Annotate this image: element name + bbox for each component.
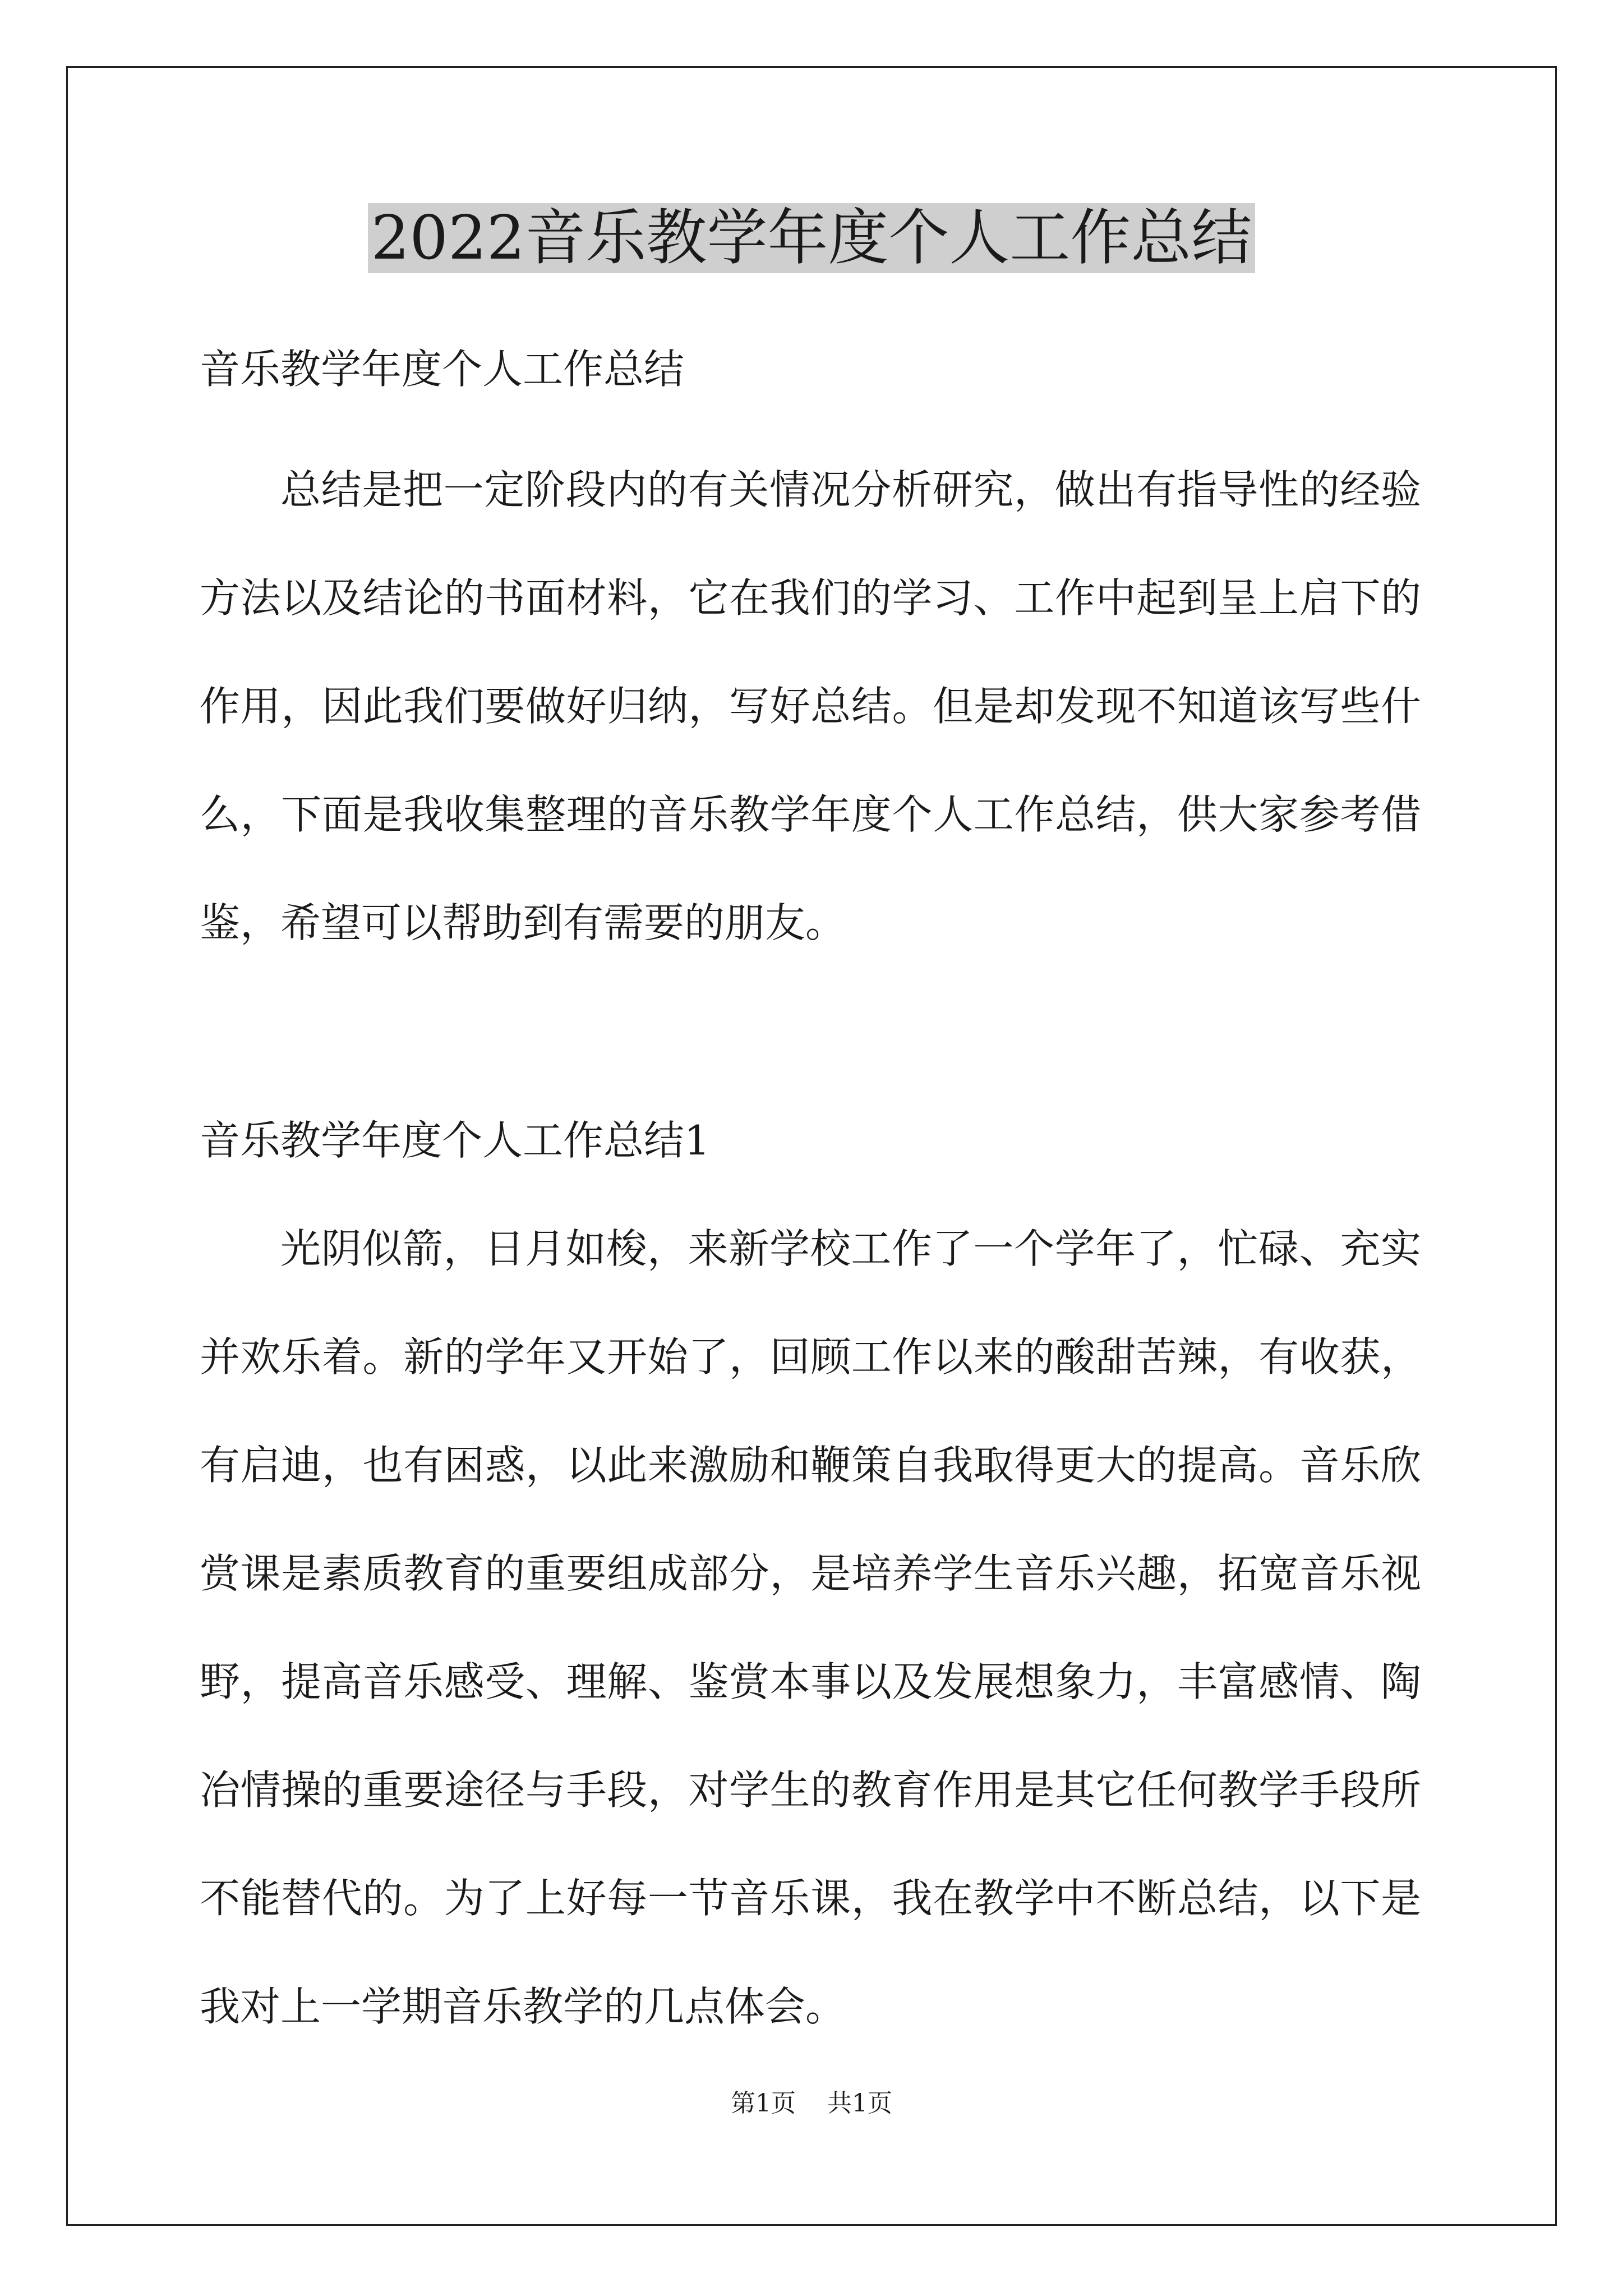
- document-title: [0, 199, 1623, 278]
- section-1-paragraph-line: 野，提高音乐感受、理解、鉴赏本事以及发展想象力，丰富感情、陶: [200, 1658, 1421, 1705]
- section-1-paragraph-line: 赏课是素质教育的重要组成部分，是培养学生音乐兴趣，拓宽音乐视: [200, 1550, 1421, 1597]
- page-footer: [0, 2087, 1623, 2120]
- section-1-paragraph-line: 冶情操的重要途径与手段，对学生的教育作用是其它任何教学手段所: [200, 1766, 1421, 1814]
- section-1-paragraph-line: 有启迪，也有困惑，以此来激励和鞭策自我取得更大的提高。音乐欣: [200, 1442, 1421, 1489]
- intro-paragraph-line: 方法以及结论的书面材料，它在我们的学习、工作中起到呈上启下的: [200, 574, 1421, 622]
- intro-paragraph-line: 鉴，希望可以帮助到有需要的朋友。: [200, 899, 846, 946]
- intro-heading: 音乐教学年度个人工作总结: [200, 346, 685, 393]
- section-1-paragraph-line: 我对上一学期音乐教学的几点体会。: [200, 1983, 846, 2030]
- page-number-total: 共1页: [827, 2089, 892, 2118]
- section-1-paragraph-line: 并欢乐着。新的学年又开始了，回顾工作以来的酸甜苦辣，有收获，: [200, 1333, 1421, 1381]
- intro-paragraph-line: 作用，因此我们要做好归纳，写好总结。但是却发现不知道该写些什: [200, 683, 1421, 730]
- page-number-current: 第1页: [731, 2089, 796, 2118]
- document-title-text: 2022音乐教学年度个人工作总结: [368, 203, 1256, 273]
- section-1-heading: 音乐教学年度个人工作总结1: [200, 1117, 710, 1164]
- section-1-paragraph-line: 不能替代的。为了上好每一节音乐课，我在教学中不断总结，以下是: [200, 1875, 1421, 1922]
- intro-paragraph-line: 总结是把一定阶段内的有关情况分析研究，做出有指导性的经验: [280, 466, 1421, 513]
- intro-paragraph-line: 么，下面是我收集整理的音乐教学年度个人工作总结，供大家参考借: [200, 791, 1421, 838]
- section-1-paragraph-line: 光阴似箭，日月如梭，来新学校工作了一个学年了，忙碌、充实: [280, 1225, 1421, 1272]
